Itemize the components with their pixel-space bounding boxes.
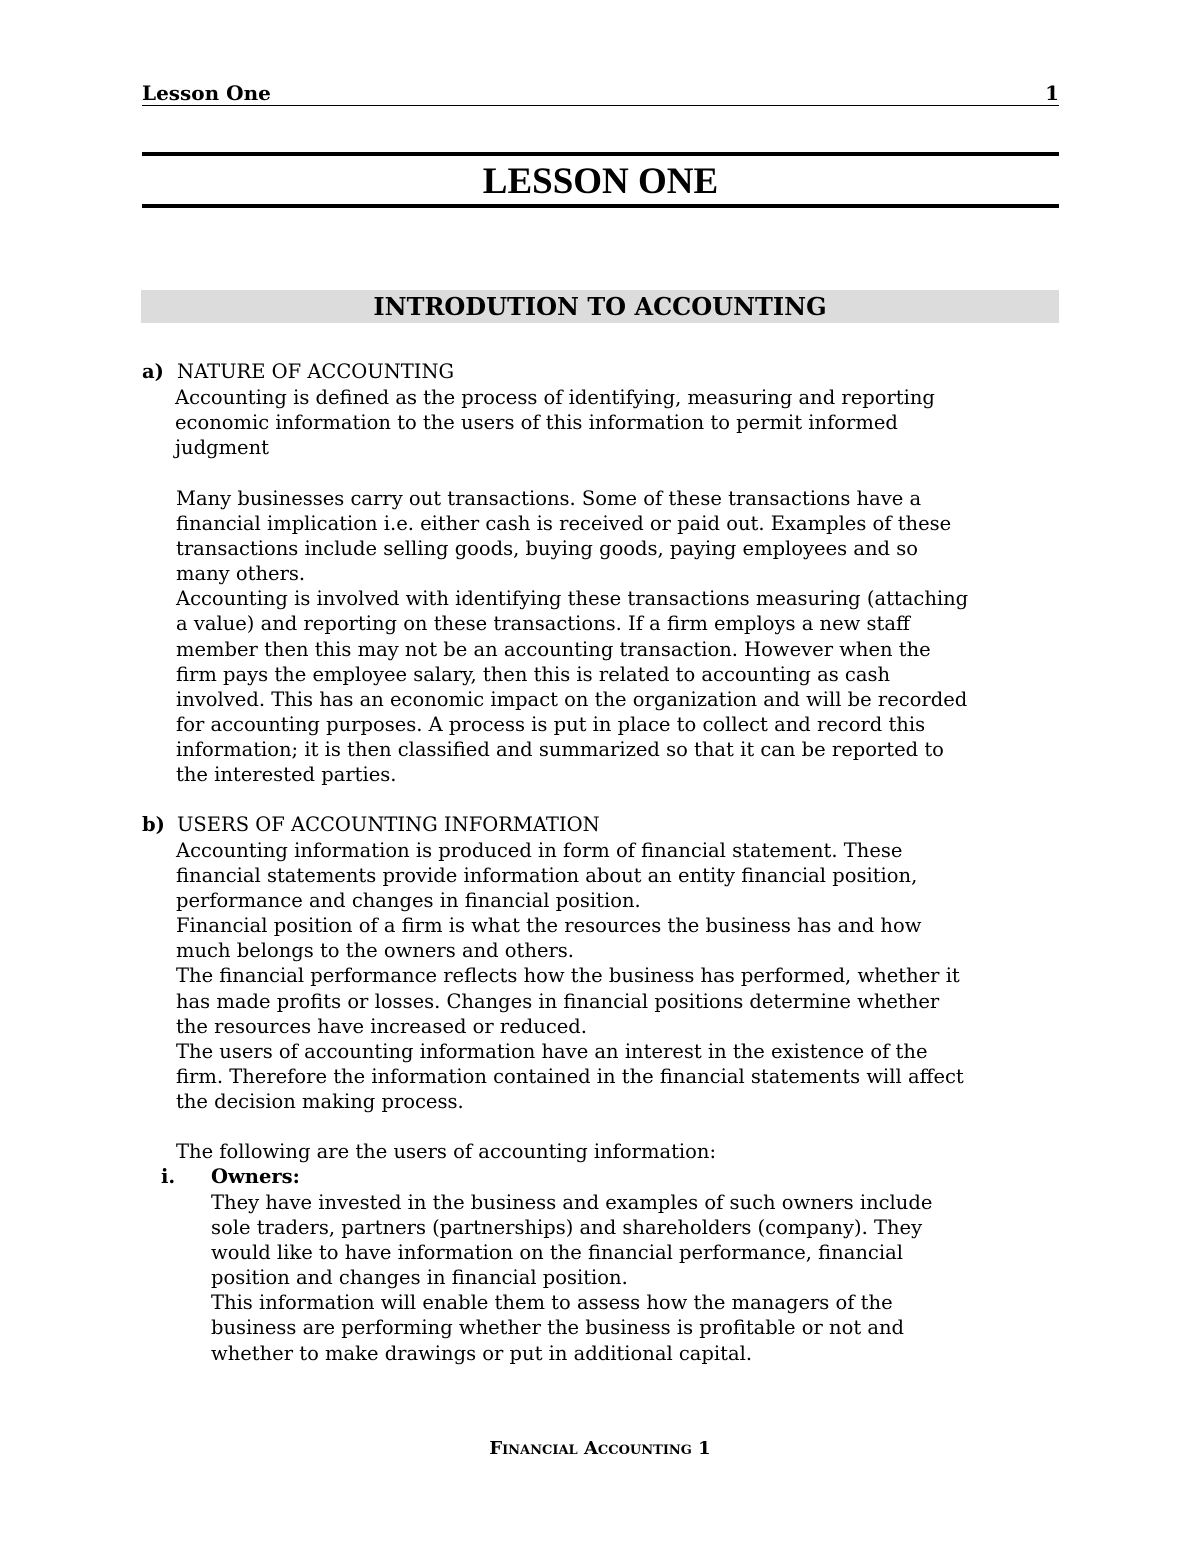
text-line: firm. Therefore the information contained in the financial statements will affect xyxy=(176,1064,964,1088)
text-line: information; it is then classified and summarized so that it can be reported to xyxy=(176,737,944,761)
text-line: member then this may not be an accounting transaction. However when the xyxy=(176,637,931,661)
item-i-body xyxy=(211,1190,932,1366)
section-a-heading xyxy=(142,359,742,384)
title-top-rule xyxy=(142,152,1059,156)
text-line: the decision making process. xyxy=(176,1089,464,1113)
text-line: The users of accounting information have an interest in the existence of the xyxy=(176,1039,928,1063)
section-a-marker: a) xyxy=(142,360,164,383)
text-line: business are performing whether the business is profitable or not and xyxy=(211,1316,905,1340)
text-line: the resources have increased or reduced. xyxy=(176,1014,587,1038)
header-page-number: 1 xyxy=(1045,81,1059,105)
section-a-paragraph-1 xyxy=(175,385,935,460)
text-line: the interested parties. xyxy=(176,763,397,787)
section-b-paragraph-1 xyxy=(176,838,964,1114)
text-line: involved. This has an economic impact on the organization and will be recorded xyxy=(176,687,968,711)
text-line: would like to have information on the financial performance, financial xyxy=(211,1241,903,1265)
text-line: many others. xyxy=(176,562,306,586)
lesson-title: LESSON ONE xyxy=(482,161,719,202)
section-a-paragraph-2 xyxy=(176,486,968,787)
header-lesson-name: Lesson One xyxy=(142,81,271,105)
item-i-marker: i. xyxy=(161,1165,176,1188)
text-line: Accounting is defined as the process of identifying, measuring and reporting xyxy=(175,386,935,409)
text-line: financial implication i.e. either cash is received or paid out. Examples of these xyxy=(176,512,952,536)
text-line: Many businesses carry out transactions. Some of these transactions have a xyxy=(176,487,922,510)
section-b-marker: b) xyxy=(142,813,165,836)
text-line: whether to make drawings or put in additional capital. xyxy=(211,1341,753,1365)
text-line: firm pays the employee salary, then this is related to accounting as cash xyxy=(176,662,891,686)
text-line: Accounting is involved with identifying these transactions measuring (attaching xyxy=(176,587,969,611)
section-b-title: USERS OF ACCOUNTING INFORMATION xyxy=(177,813,600,836)
text-line: has made profits or losses. Changes in financial positions determine whether xyxy=(176,989,940,1013)
chapter-title: INTRODUTION TO ACCOUNTING xyxy=(373,292,827,321)
text-line: much belongs to the owners and others. xyxy=(176,939,575,963)
title-bottom-rule xyxy=(142,204,1059,208)
item-i-heading xyxy=(161,1164,461,1189)
text-line: position and changes in financial position. xyxy=(211,1266,628,1290)
text-line: for accounting purposes. A process is put in place to collect and record this xyxy=(176,712,926,736)
section-a-title: NATURE OF ACCOUNTING xyxy=(177,360,455,383)
text-line: The following are the users of accounting information: xyxy=(176,1140,717,1163)
text-line: economic information to the users of this information to permit informed xyxy=(175,411,898,435)
running-header xyxy=(142,81,1059,106)
text-line: transactions include selling goods, buying goods, paying employees and so xyxy=(176,537,918,561)
text-line: a value) and reporting on these transactions. If a firm employs a new staff xyxy=(176,612,910,636)
text-line: Accounting information is produced in form of financial statement. These xyxy=(176,839,903,862)
section-b-heading xyxy=(142,812,842,837)
users-intro xyxy=(176,1139,716,1164)
text-line: judgment xyxy=(175,436,269,460)
text-line: performance and changes in financial position. xyxy=(176,889,641,913)
page-footer: Financial Accounting 1 xyxy=(489,1438,711,1459)
item-i-title: Owners: xyxy=(211,1165,300,1188)
text-line: The financial performance reflects how the business has performed, whether it xyxy=(176,964,960,988)
text-line: This information will enable them to assess how the managers of the xyxy=(211,1291,893,1315)
text-line: sole traders, partners (partnerships) and shareholders (company). They xyxy=(211,1216,923,1240)
text-line: Financial position of a firm is what the resources the business has and how xyxy=(176,914,922,938)
text-line: They have invested in the business and examples of such owners include xyxy=(211,1191,933,1214)
text-line: financial statements provide information about an entity financial position, xyxy=(176,864,918,888)
chapter-title-band xyxy=(141,290,1059,323)
